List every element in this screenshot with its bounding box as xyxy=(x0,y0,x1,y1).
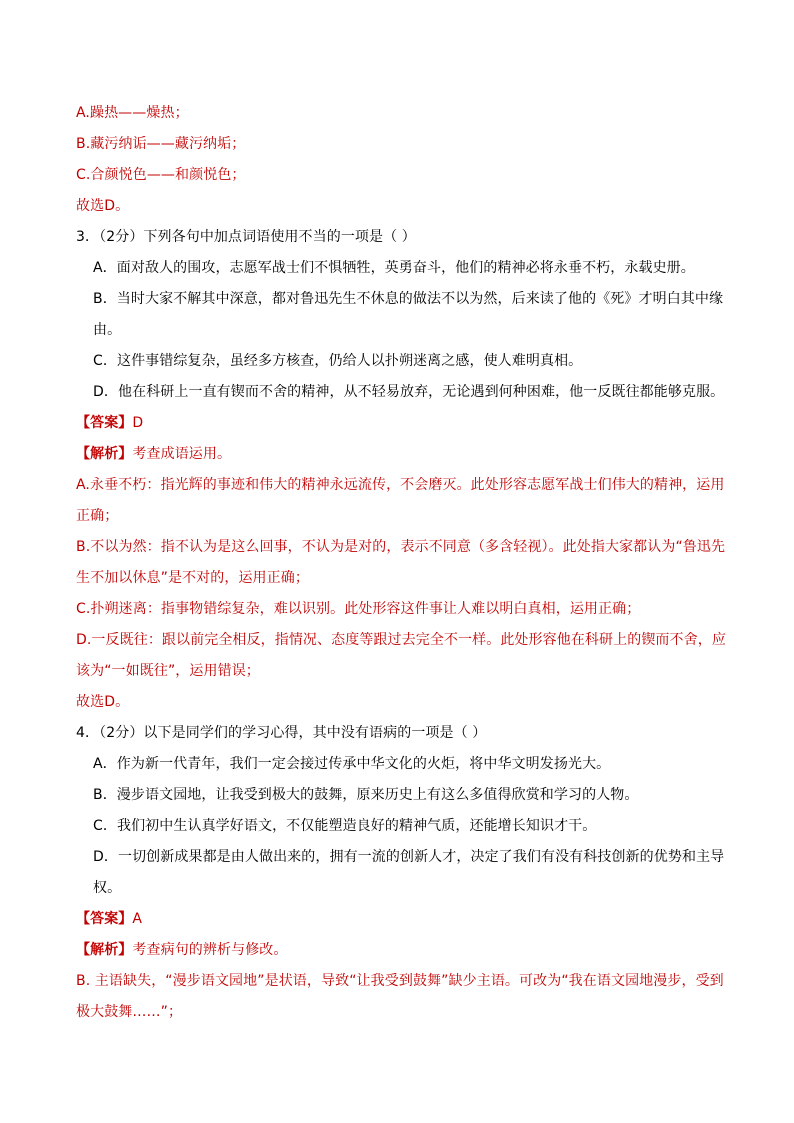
answer-label: 【答案】 xyxy=(76,415,133,431)
explanation-3d-cont: 该为“一如既往”，运用错误； xyxy=(76,663,260,679)
question-4-analysis xyxy=(76,941,288,959)
analysis-text: 考查病句的辨析与修改。 xyxy=(132,942,288,958)
question-4-option-a: A．作为新一代青年，我们一定会接过传承中华文化的火炬，将中华文明发扬光大。 xyxy=(93,756,611,772)
answer-value: A xyxy=(132,911,143,927)
explanation-3b: B.不以为然：指不认为是这么回事，不认为是对的，表示不同意（多含轻视）。此处指大家都认为“鲁迅先 xyxy=(76,539,726,555)
question-4-answer xyxy=(76,910,142,928)
question-3-option-c: C．这件事错综复杂，虽经多方核查，仍给人以扑朔迷离之感，使人难明真相。 xyxy=(93,353,583,369)
question-3-option-b-cont: 由。 xyxy=(93,322,122,338)
explanation-3c: C.扑朔迷离：指事物错综复杂，难以识别。此处形容这件事让人难以明白真相，运用正确； xyxy=(76,601,641,617)
question-4-option-b: B．漫步语文园地，让我受到极大的鼓舞，原来历史上有这么多值得欣赏和学习的人物。 xyxy=(93,787,639,803)
analysis-text: 考查成语运用。 xyxy=(132,446,232,462)
question-3-stem: 3．（2分）下列各句中加点词语使用不当的一项是（ ） xyxy=(76,229,416,245)
question-3-analysis xyxy=(76,445,231,463)
explanation-line-b: B.藏污纳诟——藏污纳垢； xyxy=(76,136,246,152)
question-4-stem: 4．（2分）以下是同学们的学习心得，其中没有语病的一项是（ ） xyxy=(76,725,487,741)
question-3-option-b: B．当时大家不解其中深意，都对鲁迅先生不休息的做法不以为然，后来读了他的《死》才明白其中缘 xyxy=(93,291,724,307)
question-4-option-c: C．我们初中生认真学好语文，不仅能塑造良好的精神气质，还能增长知识才干。 xyxy=(93,818,597,834)
question-3-option-d: D．他在科研上一直有锲而不舍的精神，从不轻易放弃，无论遇到何种困难，他一反既往都能够克服。 xyxy=(93,384,725,400)
analysis-label: 【解析】 xyxy=(76,446,133,462)
answer-value: D xyxy=(132,415,144,431)
explanation-3a: A.永垂不朽：指光辉的事迹和伟大的精神永远流传，不会磨灭。此处形容志愿军战士们伟大的精神，运用 xyxy=(76,477,725,493)
explanation-line-a: A.躁热——燥热； xyxy=(76,105,189,121)
answer-label: 【答案】 xyxy=(76,911,133,927)
question-4-option-d: D．一切创新成果都是由人做出来的，拥有一流的创新人才，决定了我们有没有科技创新的优势和主导 xyxy=(93,849,725,865)
question-3-option-a: A．面对敌人的围攻，志愿军战士们不惧牺牲，英勇奋斗，他们的精神必将永垂不朽，永载史册。 xyxy=(93,260,695,276)
analysis-label: 【解析】 xyxy=(76,942,133,958)
explanation-3d: D.一反既往：跟以前完全相反，指情况、态度等跟过去完全不一样。此处形容他在科研上的锲而不舍，应 xyxy=(76,632,726,648)
explanation-3-conclusion: 故选D。 xyxy=(76,694,130,710)
explanation-conclusion: 故选D。 xyxy=(76,198,130,214)
question-3-answer xyxy=(76,414,143,432)
explanation-4b: B. 主语缺失，“漫步语文园地”是状语，导致“让我受到鼓舞”缺少主语。可改为“我在语文园地漫步，受到 xyxy=(76,973,724,989)
explanation-3a-cont: 正确； xyxy=(76,508,119,524)
explanation-4b-cont: 极大鼓舞……”； xyxy=(76,1004,183,1020)
explanation-3b-cont: 生不加以休息”是不对的，运用正确； xyxy=(76,570,309,586)
question-4-option-d-cont: 权。 xyxy=(93,880,122,896)
explanation-line-c: C.合颜悦色——和颜悦色； xyxy=(76,167,246,183)
